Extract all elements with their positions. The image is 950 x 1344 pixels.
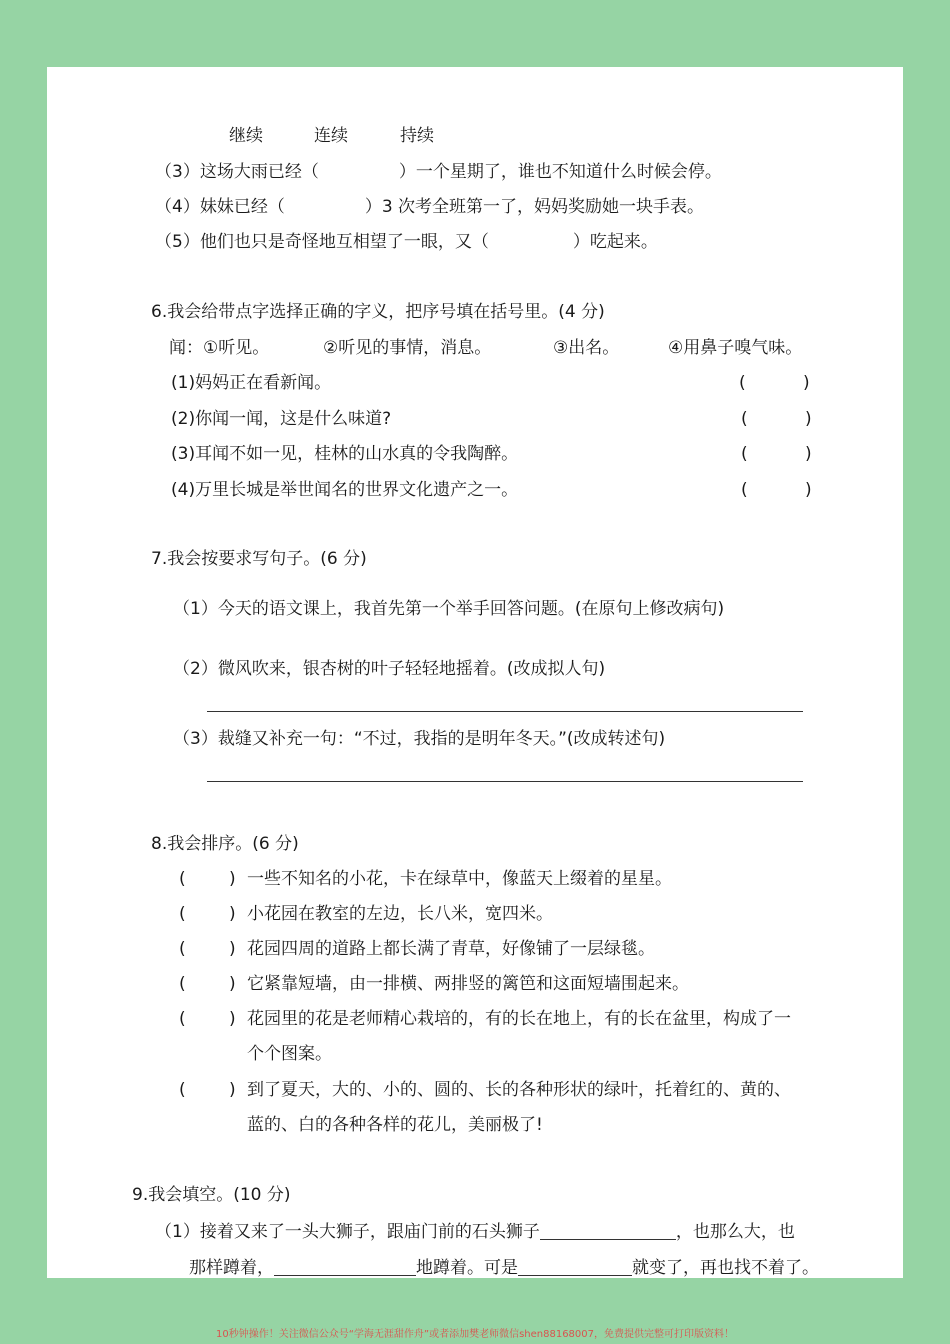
answer-paren-open: ( xyxy=(741,409,748,429)
fill-sentence: （5）他们也只是奇怪地互相望了一眼，又（ ）吃起来。 xyxy=(155,232,658,252)
answer-paren-open: ( xyxy=(179,939,186,959)
fill-sentence: （4）妹妹已经（ ）3 次考全班第一了，妈妈奖励她一块手表。 xyxy=(155,197,705,217)
fill-blank[interactable] xyxy=(540,1221,676,1240)
answer-paren-close: ) xyxy=(803,373,810,393)
answer-paren-close: ) xyxy=(229,1080,236,1100)
answer-line[interactable] xyxy=(207,781,803,782)
question-item: （3）裁缝又补充一句：“不过，我指的是明年冬天。”(改成转述句) xyxy=(173,729,666,749)
sort-item-continued: 蓝的、白的各种各样的花儿，美丽极了! xyxy=(247,1115,543,1135)
sort-item: 它紧靠短墙，由一排横、两排竖的篱笆和这面短墙围起来。 xyxy=(247,974,689,994)
answer-paren-open: ( xyxy=(741,480,748,500)
sort-item: 一些不知名的小花，卡在绿草中，像蓝天上缀着的星星。 xyxy=(247,869,672,889)
question-6-title: 6.我会给带点字选择正确的字义，把序号填在括号里。(4 分) xyxy=(151,302,605,322)
meaning-option: ③出名。 xyxy=(553,338,620,358)
question-item: （2）微风吹来，银杏树的叶子轻轻地摇着。(改成拟人句) xyxy=(173,659,606,679)
meaning-option: ④用鼻子嗅气味。 xyxy=(668,338,803,358)
fill-sentence: （3）这场大雨已经（ ）一个星期了，谁也不知道什么时候会停。 xyxy=(155,162,722,182)
fill-sentence: （1）接着又来了一头大狮子，跟庙门前的石头狮子 ，也那么大，也 xyxy=(155,1222,795,1242)
answer-paren-close: ) xyxy=(805,409,812,429)
question-item: (1)妈妈正在看新闻。 xyxy=(171,373,332,393)
word-option: 连续 xyxy=(314,126,348,146)
answer-line[interactable] xyxy=(207,711,803,712)
question-item: (2)你闻一闻，这是什么味道? xyxy=(171,409,392,429)
question-item: (3)耳闻不如一见，桂林的山水真的令我陶醉。 xyxy=(171,444,519,464)
question-item: （1）今天的语文课上，我首先第一个举手回答问题。(在原句上修改病句) xyxy=(173,599,725,619)
answer-paren-open: ( xyxy=(179,1080,186,1100)
question-9-title: 9.我会填空。(10 分) xyxy=(132,1185,291,1205)
answer-paren-open: ( xyxy=(739,373,746,393)
fill-sentence: 那样蹲着， 地蹲着。可是 就变了，再也找不着了。 xyxy=(189,1258,819,1278)
fill-blank[interactable] xyxy=(518,1257,632,1276)
answer-paren-close: ) xyxy=(229,904,236,924)
fill-blank[interactable] xyxy=(274,1257,416,1276)
answer-paren-open: ( xyxy=(179,869,186,889)
word-option: 持续 xyxy=(400,126,434,146)
question-item: (4)万里长城是举世闻名的世界文化遗产之一。 xyxy=(171,480,519,500)
sort-item: 花园四周的道路上都长满了青草，好像铺了一层绿毯。 xyxy=(247,939,655,959)
sort-item: 小花园在教室的左边，长八米，宽四米。 xyxy=(247,904,553,924)
answer-paren-open: ( xyxy=(179,974,186,994)
answer-paren-close: ) xyxy=(229,939,236,959)
sort-item: 花园里的花是老师精心栽培的，有的长在地上，有的长在盆里，构成了一 xyxy=(247,1009,791,1029)
question-8-title: 8.我会排序。(6 分) xyxy=(151,834,299,854)
footer-promo-text: 10秒钟操作！关注微信公众号“学海无涯甜作舟”或者添加樊老师微信shen88168007，免费提供完整可打印版资料！ xyxy=(215,1329,735,1340)
meaning-option: 闻：①听见。 xyxy=(169,338,270,358)
answer-paren-close: ) xyxy=(229,974,236,994)
answer-paren-close: ) xyxy=(805,480,812,500)
answer-paren-close: ) xyxy=(229,869,236,889)
word-option: 继续 xyxy=(229,126,263,146)
meaning-option: ②听见的事情，消息。 xyxy=(323,338,492,358)
answer-paren-open: ( xyxy=(741,444,748,464)
answer-paren-close: ) xyxy=(229,1009,236,1029)
answer-paren-close: ) xyxy=(805,444,812,464)
question-7-title: 7.我会按要求写句子。(6 分) xyxy=(151,549,367,569)
sort-item-continued: 个个图案。 xyxy=(247,1044,332,1064)
sort-item: 到了夏天，大的、小的、圆的、长的各种形状的绿叶，托着红的、黄的、 xyxy=(247,1080,791,1100)
answer-paren-open: ( xyxy=(179,1009,186,1029)
answer-paren-open: ( xyxy=(179,904,186,924)
worksheet-page xyxy=(47,67,903,1278)
